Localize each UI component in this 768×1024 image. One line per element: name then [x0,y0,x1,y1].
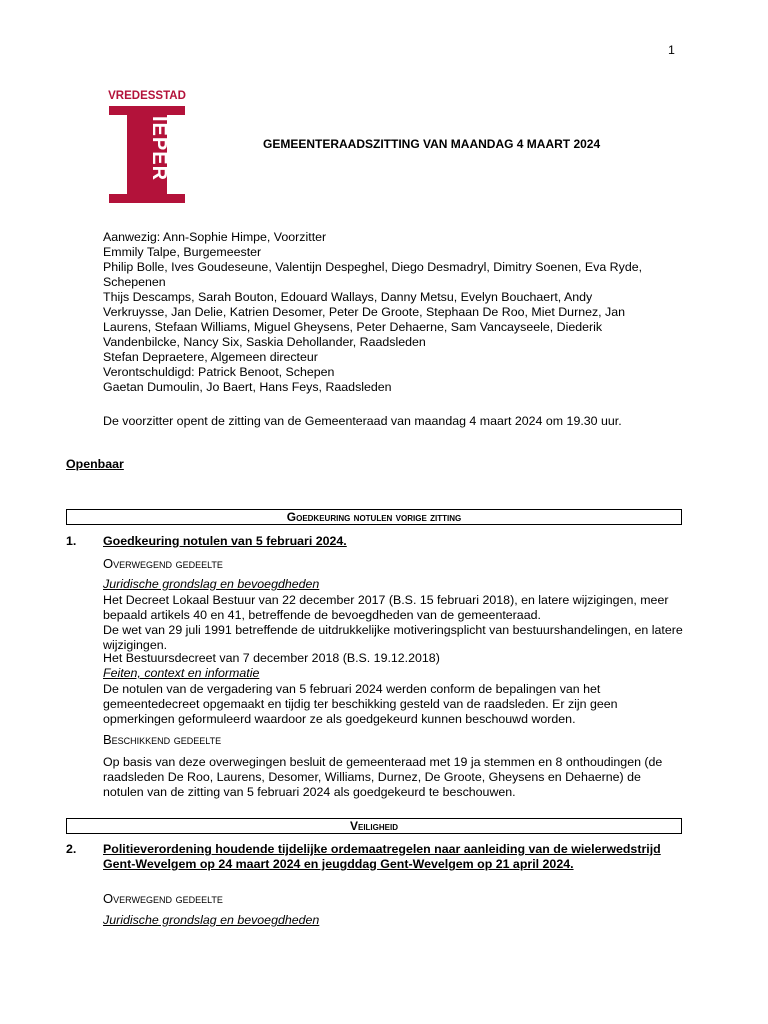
considering-heading: Overwegend gedeelte [103,556,223,571]
item-number: 2. [66,842,77,856]
legal-basis-text: De wet van 29 juli 1991 betreffende de uitdrukkelijke motiveringsplicht van bestuurshandelingen, en latere wijzigingen. [103,623,683,652]
page-number: 1 [668,43,675,57]
item-title: Politieverordening houdende tijdelijke ordemaatregelen naar aanleiding van de wielerwedstrijd Gent-Wevelgem op 24 maart 2024 en jeugddag Gent-Wevelgem op 21 april 2024. [103,842,661,871]
legal-basis-heading: Juridische grondslag en bevoegdheden [103,577,320,591]
attendance-list [103,230,703,395]
legal-basis-heading: Juridische grondslag en bevoegdheden [103,913,320,927]
attendance-line: Philip Bolle, Ives Goudeseune, Valentijn Despeghel, Diego Desmadryl, Dimitry Soenen, Eva Ryde, [103,260,643,274]
meeting-title: GEMEENTERAADSZITTING VAN MAANDAG 4 MAART 2024 [263,137,601,151]
svg-text:IEPER: IEPER [148,116,170,182]
attendance-line: Stefan Depraetere, Algemeen directeur [103,350,318,364]
attendance-line: Aanwezig: Ann-Sophie Himpe, Voorzitter [103,230,327,244]
attendance-line: Verkruysse, Jan Delie, Katrien Desomer, Peter De Groote, Stephaan De Roo, Miet Durnez, Jan [103,305,626,319]
attendance-line: Gaetan Dumoulin, Jo Baert, Hans Feys, Raadsleden [103,380,392,394]
facts-text: De notulen van de vergadering van 5 februari 2024 werden conform de bepalingen van het gemeentedecreet opgemaakt en tijdig ter beschikking gesteld van de raadsleden. Er zijn geen opmerkingen geformuleerd waardoor ze als goedgekeurd kunnen beschouwd worden. [103,682,618,726]
decision-heading: Beschikkend gedeelte [103,732,222,747]
facts-heading: Feiten, context en informatie [103,666,260,680]
section-header-safety: Veiligheid [66,818,682,834]
item-number: 1. [66,534,77,548]
attendance-line: Emmily Talpe, Burgemeester [103,245,262,259]
legal-basis-text: Het Bestuursdecreet van 7 december 2018 (B.S. 19.12.2018) [103,651,440,665]
attendance-line: Thijs Descamps, Sarah Bouton, Edouard Wallays, Danny Metsu, Evelyn Bouchaert, Andy [103,290,593,304]
item-title: Goedkeuring notulen van 5 februari 2024. [103,534,347,548]
attendance-line: Schepenen [103,275,166,289]
attendance-line: Verontschuldigd: Patrick Benoot, Schepen [103,365,335,379]
section-header-approval: Goedkeuring notulen vorige zitting [66,509,682,525]
legal-basis-text: Het Decreet Lokaal Bestuur van 22 december 2017 (B.S. 15 februari 2018), en latere wijzigingen, meer bepaald artikels 40 en 41, betreffende de bevoegdheden van de gemeenteraad. [103,593,669,622]
attendance-line: Vandenbilcke, Nancy Six, Saskia Dehollander, Raadsleden [103,335,426,349]
decision-text: Op basis van deze overwegingen besluit de gemeenteraad met 19 ja stemmen en 8 onthoudingen (de raadsleden De Roo, Laurens, Desomer, Williams, Durnez, De Groote, Gheysens en Dehaerne) de notulen van de zitting van 5 februari 2024 als goedgekeurd te beschouwen. [103,755,663,799]
public-heading: Openbaar [66,457,124,471]
vredesstad-ieper-logo [107,86,187,206]
attendance-line: Laurens, Stefaan Williams, Miguel Gheysens, Peter Dehaerne, Sam Vancayseele, Diederik [103,320,603,334]
opening-statement: De voorzitter opent de zitting van de Gemeenteraad van maandag 4 maart 2024 om 19.30 uur. [103,414,622,428]
considering-heading: Overwegend gedeelte [103,891,223,906]
svg-text:VREDESSTAD: VREDESSTAD [108,90,186,102]
